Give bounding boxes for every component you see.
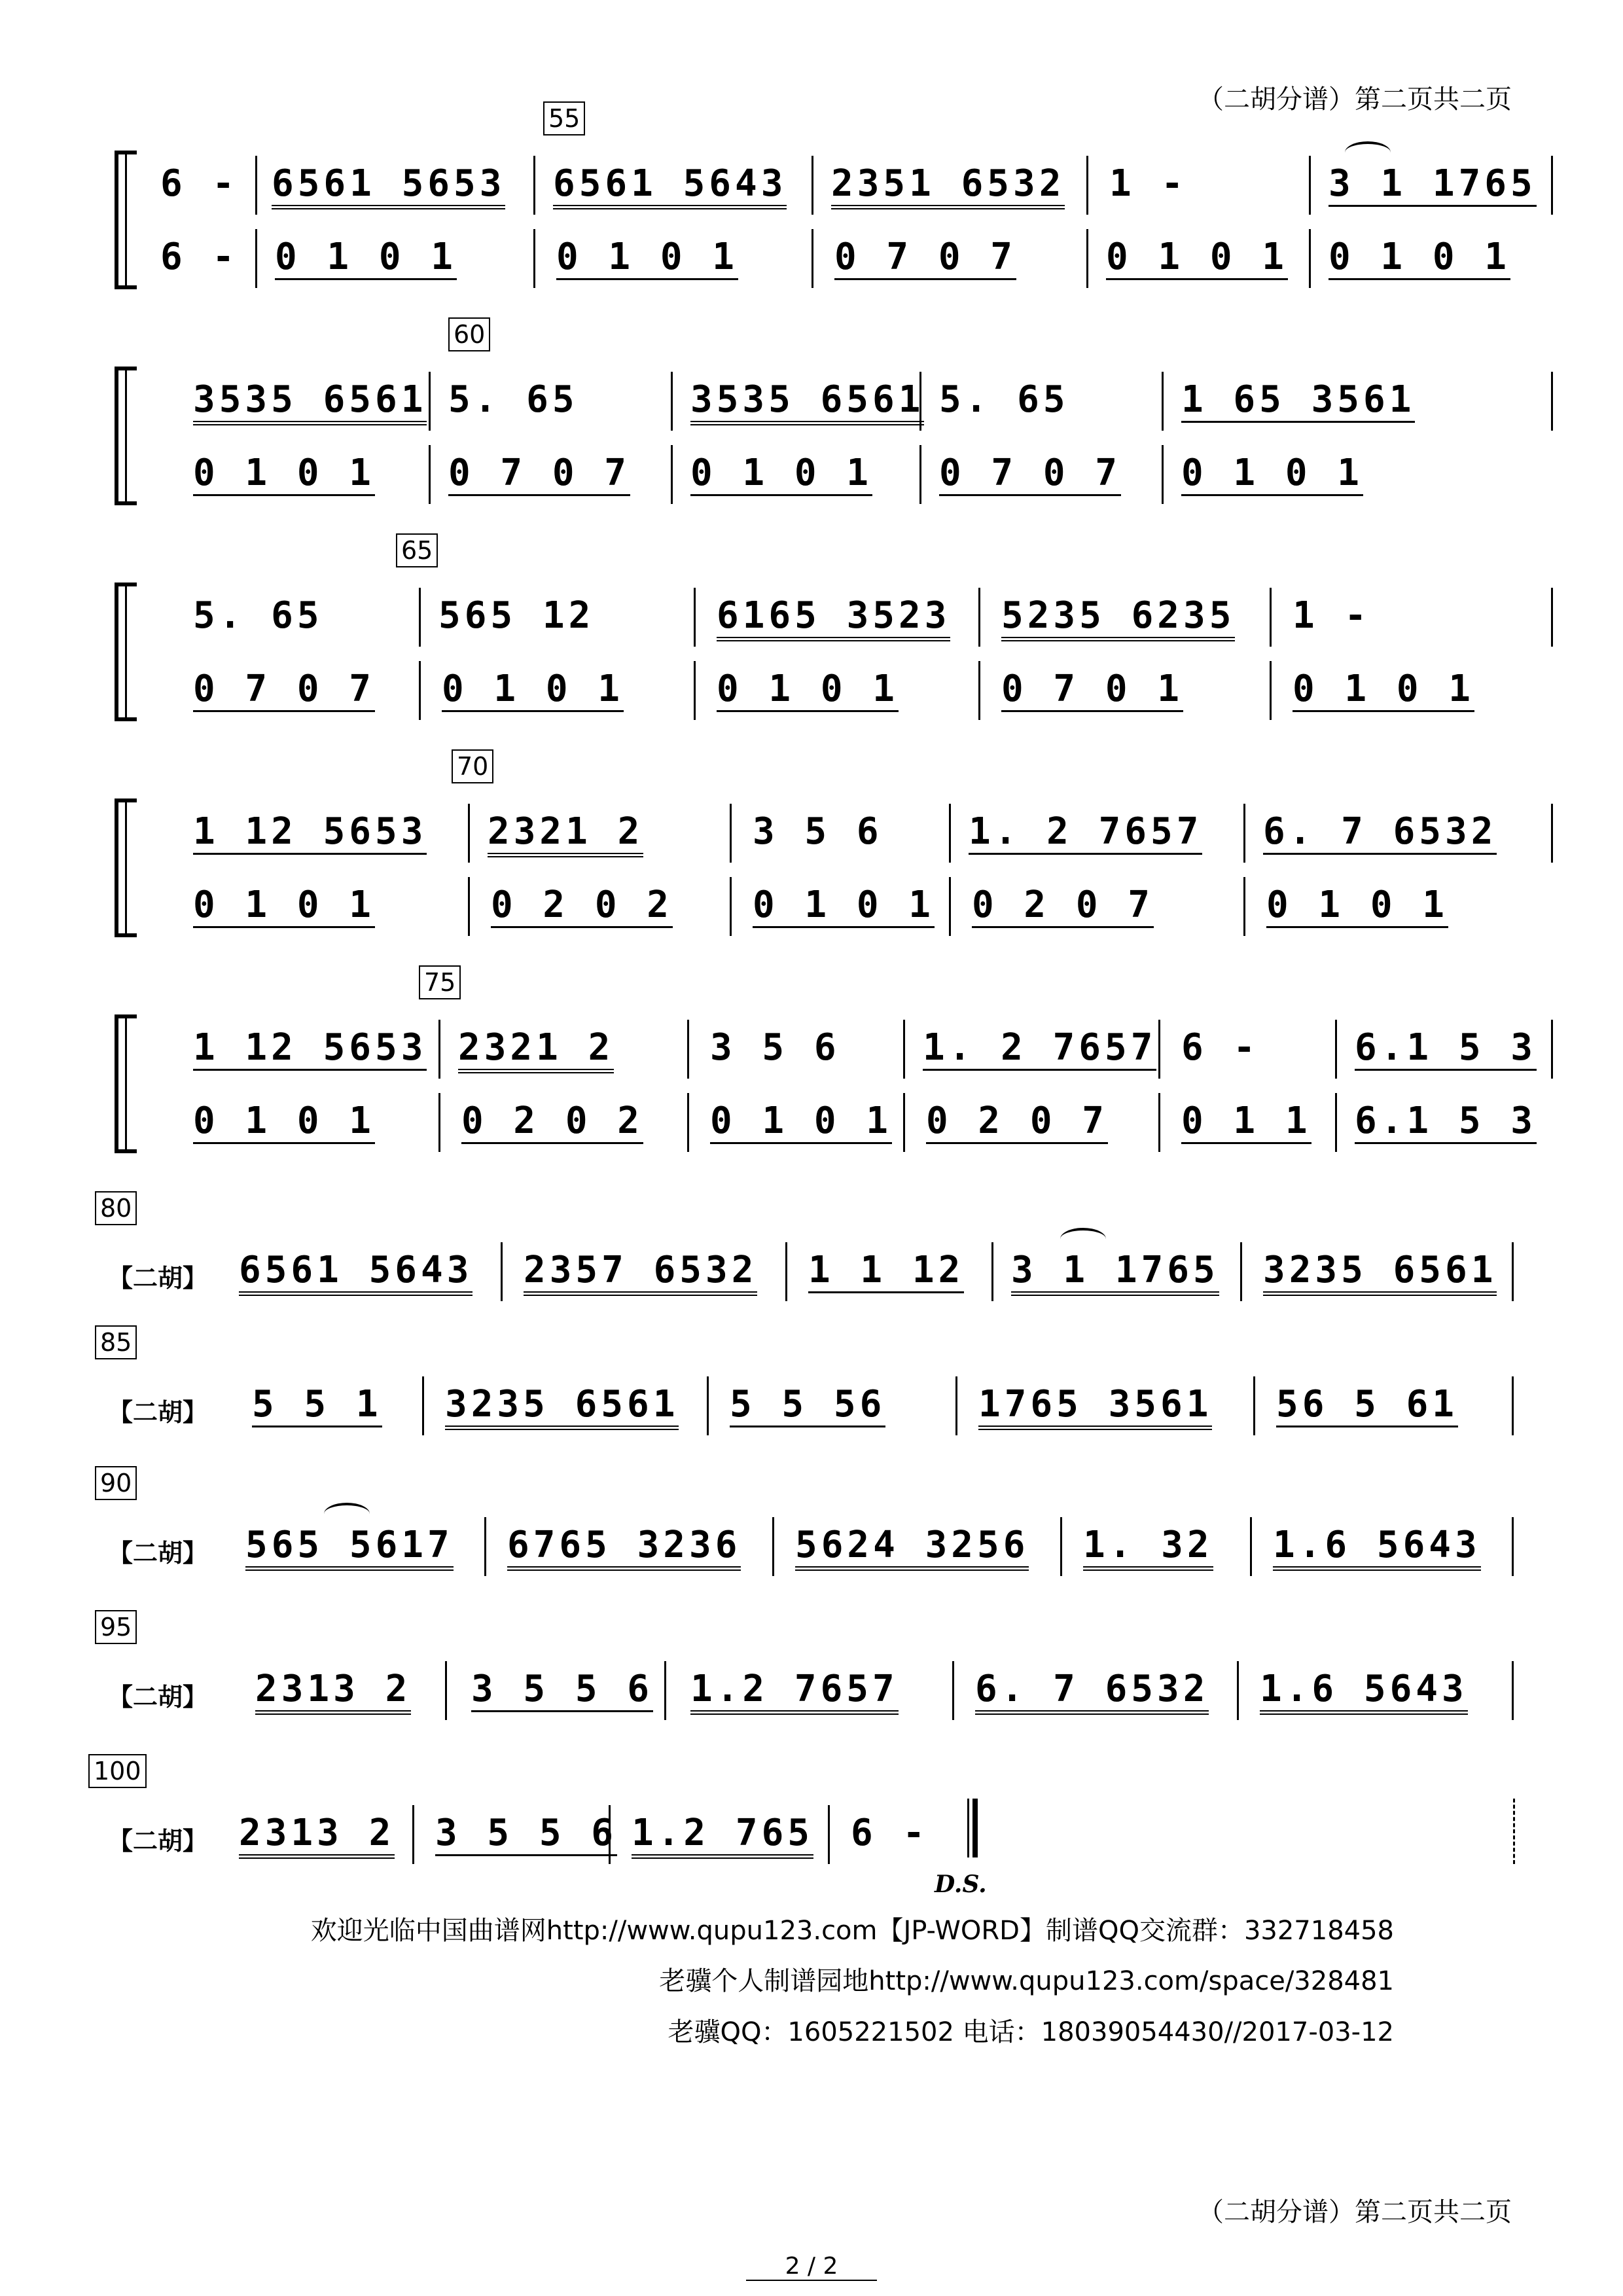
measure [239, 1812, 395, 1854]
measure [491, 884, 673, 926]
measure [795, 1524, 1029, 1566]
barline [730, 804, 732, 863]
measure [193, 810, 427, 853]
note-group: 1 1 12 [808, 1249, 964, 1293]
measure [1181, 1100, 1311, 1142]
barline [991, 1242, 993, 1301]
barline [1551, 588, 1553, 647]
measure: 3 5 6 [710, 1026, 840, 1069]
note-group: 0 7 0 7 [939, 452, 1121, 496]
credit-line-3: 老骥QQ：1605221502 电话：18039054430//2017-03-12 [668, 2017, 1394, 2047]
system-brace [115, 367, 137, 505]
staff-lower [154, 668, 1515, 733]
measure [252, 1383, 382, 1426]
final-barline-thin [967, 1799, 969, 1857]
measure-number: 60 [448, 317, 490, 351]
measure [448, 452, 630, 494]
measure [272, 162, 505, 205]
measure-number: 95 [95, 1610, 137, 1644]
note-group: 565 5617 [245, 1524, 454, 1571]
measure [690, 378, 924, 421]
page-footer: （二胡分谱）第二页共二页 [1198, 2197, 1512, 2227]
note-group: 1. 32 [1083, 1524, 1213, 1571]
instrument-label: 【二胡】 [108, 1827, 208, 1856]
measure: 6 - [1181, 1026, 1260, 1069]
note-group: 0 1 0 1 [1181, 452, 1363, 496]
measure [239, 1249, 473, 1291]
measure-number: 55 [543, 101, 585, 135]
measure [969, 810, 1202, 853]
measure-number: 70 [452, 749, 493, 783]
note-group: 0 1 0 1 [1106, 236, 1288, 280]
staff-upper [154, 594, 1515, 660]
barline [1270, 661, 1272, 720]
note-group: 6.1 5 3 [1355, 1100, 1537, 1144]
barline [429, 445, 431, 504]
system-4 [115, 752, 1515, 942]
note-group: 6. 7 6532 [975, 1668, 1209, 1715]
measure [245, 1524, 454, 1566]
barline [1512, 1376, 1514, 1435]
measure-number: 65 [396, 533, 438, 567]
note-group: 1 12 5653 [193, 1026, 427, 1071]
measure [632, 1812, 813, 1854]
measure: 6 - [160, 236, 239, 278]
barline [785, 1242, 787, 1301]
note-group: 3 5 5 6 [471, 1668, 653, 1712]
barline [978, 588, 980, 647]
note-group: 2313 2 [239, 1812, 395, 1859]
barline [903, 1093, 905, 1152]
note-group: 2321 2 [488, 810, 643, 857]
note-group: 0 1 0 1 [717, 668, 899, 712]
barline [664, 1661, 666, 1720]
measure [1276, 1383, 1458, 1426]
barline [687, 1093, 689, 1152]
measure [1106, 236, 1288, 278]
barline [438, 1020, 440, 1079]
barline [919, 372, 921, 431]
staff-upper [154, 1026, 1537, 1092]
barline [1335, 1020, 1337, 1079]
instrument-label: 【二胡】 [108, 1398, 208, 1427]
note-group: 1. 2 7657 [923, 1026, 1156, 1071]
measure-number: 85 [95, 1325, 137, 1359]
note-group: 6561 5643 [239, 1249, 473, 1296]
barline [438, 1093, 440, 1152]
barline [419, 588, 421, 647]
system-brace [115, 798, 137, 937]
barline [468, 877, 470, 936]
barline [412, 1805, 414, 1864]
note-group: 1 12 5653 [193, 810, 427, 855]
barline [1237, 1661, 1239, 1720]
staff-upper [154, 810, 1515, 876]
staff-lower [154, 236, 1515, 301]
note-group: 5 5 56 [730, 1383, 885, 1427]
barline [1512, 1242, 1514, 1301]
staff-lower [154, 1100, 1537, 1165]
measure [461, 1100, 643, 1142]
instrument-label: 【二胡】 [108, 1539, 208, 1568]
measure [435, 1812, 617, 1854]
note-group: 0 1 0 1 [1293, 668, 1474, 712]
measure [458, 1026, 614, 1069]
measure [717, 594, 950, 637]
barline [671, 372, 673, 431]
staff-upper [154, 162, 1537, 228]
note-group: 2321 2 [458, 1026, 614, 1073]
barline [1162, 372, 1164, 431]
measure: 565 12 [438, 594, 595, 637]
measure: 1 - [1109, 162, 1188, 205]
measure [1181, 378, 1415, 421]
note-group: 1765 3561 [978, 1383, 1212, 1430]
measure [445, 1383, 679, 1426]
note-group: 0 1 1 [1181, 1100, 1311, 1144]
measure [834, 236, 1016, 278]
measure [1355, 1100, 1537, 1142]
note-group: 0 1 0 1 [275, 236, 457, 280]
note-group: 3535 6561 [690, 378, 924, 425]
barline [422, 1376, 424, 1435]
measure [524, 1249, 757, 1291]
measure [255, 1668, 411, 1710]
measure [1329, 162, 1537, 205]
measure [939, 452, 1121, 494]
barline [1270, 588, 1272, 647]
measure: 6 - [160, 162, 239, 205]
measure [1263, 1249, 1497, 1291]
measure [1273, 1524, 1481, 1566]
measure [488, 810, 643, 853]
barline [812, 156, 813, 215]
measure [193, 1100, 375, 1142]
measure: 3 5 6 [753, 810, 883, 853]
note-group: 5624 3256 [795, 1524, 1029, 1571]
barline [1243, 877, 1245, 936]
instrument-label: 【二胡】 [108, 1683, 208, 1712]
note-group: 0 2 0 7 [972, 884, 1154, 928]
note-group: 3 5 5 6 [435, 1812, 617, 1856]
measure: 5. 65 [448, 378, 579, 421]
note-group: 6165 3523 [717, 594, 950, 641]
barline [1551, 804, 1553, 863]
barline [1162, 445, 1164, 504]
barline [468, 804, 470, 863]
measure [1266, 884, 1448, 926]
credit-line-2: 老骥个人制谱园地http://www.qupu123.com/space/328481 [659, 1966, 1394, 1996]
barline [1060, 1517, 1062, 1576]
note-group: 6561 5653 [272, 162, 505, 209]
note-group: 0 1 0 1 [710, 1100, 892, 1144]
barline [1158, 1020, 1160, 1079]
measure [1355, 1026, 1537, 1069]
measure [556, 236, 738, 278]
note-group: 6. 7 6532 [1263, 810, 1497, 855]
note-group: 5235 6235 [1001, 594, 1235, 641]
measure-number: 100 [88, 1754, 147, 1788]
barline [609, 1805, 611, 1864]
measure [442, 668, 624, 710]
barline [1512, 1661, 1514, 1720]
measure [831, 162, 1065, 205]
barline [730, 877, 732, 936]
barline [1335, 1093, 1337, 1152]
final-barline-thick [972, 1799, 978, 1857]
note-group: 3235 6561 [445, 1383, 679, 1430]
measure [1329, 236, 1510, 278]
system-3 [115, 536, 1515, 726]
barline [671, 445, 673, 504]
note-group: 3 1 1765 [1011, 1249, 1219, 1296]
staff-lower [154, 452, 1515, 517]
note-group: 6765 3236 [507, 1524, 741, 1571]
note-group: 0 1 0 1 [690, 452, 872, 496]
barline [533, 229, 535, 288]
measure [1263, 810, 1497, 853]
measure [1293, 668, 1474, 710]
erhu-line-4 [128, 1668, 1515, 1733]
measure-number: 80 [95, 1191, 137, 1225]
measure [808, 1249, 964, 1291]
note-group: 3535 6561 [193, 378, 427, 425]
note-group: 1.2 765 [632, 1812, 813, 1859]
barline [949, 804, 951, 863]
barline [1158, 1093, 1160, 1152]
measure [972, 884, 1154, 926]
measure: 5. 65 [939, 378, 1069, 421]
measure [753, 884, 935, 926]
barline [687, 1020, 689, 1079]
barline [978, 661, 980, 720]
note-group: 0 7 0 1 [1001, 668, 1183, 712]
barline [1551, 372, 1553, 431]
tie-mark [1345, 141, 1391, 164]
staff-lower [154, 884, 1515, 949]
note-group: 0 1 0 1 [193, 452, 375, 496]
measure [717, 668, 899, 710]
barline [1253, 1376, 1255, 1435]
measure [1001, 668, 1183, 710]
barline [255, 229, 257, 288]
measure-number: 90 [95, 1466, 137, 1500]
measure [507, 1524, 741, 1566]
dashed-barline [1513, 1799, 1515, 1864]
barline [501, 1242, 503, 1301]
system-5 [115, 968, 1537, 1158]
note-group: 0 1 0 1 [193, 1100, 375, 1144]
measure [975, 1668, 1209, 1710]
measure [193, 1026, 427, 1069]
barline [694, 661, 696, 720]
barline [1512, 1517, 1514, 1576]
barline [484, 1517, 486, 1576]
note-group: 0 1 0 1 [1329, 236, 1510, 280]
barline [949, 877, 951, 936]
note-group: 0 2 0 7 [926, 1100, 1108, 1144]
barline [419, 661, 421, 720]
measure [193, 378, 427, 421]
note-group: 1. 2 7657 [969, 810, 1202, 855]
barline [533, 156, 535, 215]
measure [730, 1383, 885, 1426]
page-number [0, 2253, 1623, 2281]
barline [772, 1517, 774, 1576]
barline [828, 1805, 830, 1864]
barline [955, 1376, 957, 1435]
system-brace [115, 1014, 137, 1153]
system-1 [115, 104, 1537, 295]
note-group: 3235 6561 [1263, 1249, 1497, 1296]
note-group: 2313 2 [255, 1668, 411, 1715]
page-number-text: 2 / 2 [746, 2253, 878, 2281]
credit-line-1: 欢迎光临中国曲谱网http://www.qupu123.com【JP-WORD】制谱QQ交流群：332718458 [310, 1916, 1394, 1946]
staff-upper [154, 378, 1515, 444]
barline [812, 229, 813, 288]
note-group: 0 1 0 1 [556, 236, 738, 280]
note-group: 0 7 0 7 [448, 452, 630, 496]
measure-number: 75 [419, 965, 461, 999]
measure [193, 668, 375, 710]
note-group: 0 1 0 1 [442, 668, 624, 712]
note-group: 1 65 3561 [1181, 378, 1415, 423]
erhu-line-2 [128, 1383, 1515, 1448]
measure [690, 1668, 899, 1710]
note-group: 6561 5643 [553, 162, 787, 209]
measure [553, 162, 787, 205]
measure [926, 1100, 1108, 1142]
tie-mark [324, 1503, 370, 1525]
note-group: 56 5 61 [1276, 1383, 1458, 1427]
note-group: 1.6 5643 [1260, 1668, 1468, 1715]
note-group: 0 7 0 7 [193, 668, 375, 712]
barline [255, 156, 257, 215]
note-group: 2351 6532 [831, 162, 1065, 209]
barline [445, 1661, 447, 1720]
system-brace [115, 583, 137, 721]
note-group: 1.6 5643 [1273, 1524, 1481, 1571]
page-header: （二胡分谱）第二页共二页 [1198, 84, 1512, 115]
barline [952, 1661, 954, 1720]
note-group: 0 1 0 1 [1266, 884, 1448, 928]
barline [919, 445, 921, 504]
barline [1086, 156, 1088, 215]
measure [275, 236, 457, 278]
measure [710, 1100, 892, 1142]
measure [1001, 594, 1235, 637]
note-group: 0 7 0 7 [834, 236, 1016, 280]
note-group: 0 1 0 1 [753, 884, 935, 928]
note-group: 2357 6532 [524, 1249, 757, 1296]
measure [690, 452, 872, 494]
barline [1086, 229, 1088, 288]
barline [694, 588, 696, 647]
barline [1243, 804, 1245, 863]
note-group: 0 1 0 1 [193, 884, 375, 928]
erhu-line-1 [128, 1249, 1515, 1314]
measure: 6 - [851, 1812, 929, 1854]
measure [471, 1668, 653, 1710]
measure [1083, 1524, 1213, 1566]
instrument-label: 【二胡】 [108, 1264, 208, 1293]
measure [1260, 1668, 1468, 1710]
erhu-line-3 [128, 1524, 1515, 1589]
measure: 5. 65 [193, 594, 323, 637]
measure [193, 452, 375, 494]
system-2 [115, 320, 1515, 511]
note-group: 5 5 1 [252, 1383, 382, 1427]
note-group: 1.2 7657 [690, 1668, 899, 1715]
barline [1551, 1020, 1553, 1079]
note-group: 0 2 0 2 [461, 1100, 643, 1144]
system-brace [115, 151, 137, 289]
measure [193, 884, 375, 926]
ds-mark: D.S. [935, 1871, 987, 1898]
measure [1011, 1249, 1219, 1291]
tie-mark [1060, 1228, 1106, 1250]
note-group: 3 1 1765 [1329, 162, 1537, 207]
barline [903, 1020, 905, 1079]
barline [1551, 156, 1553, 215]
measure [1181, 452, 1363, 494]
measure [923, 1026, 1156, 1069]
barline [1309, 229, 1311, 288]
note-group: 6.1 5 3 [1355, 1026, 1537, 1071]
barline [429, 372, 431, 431]
measure [978, 1383, 1212, 1426]
barline [1250, 1517, 1252, 1576]
barline [1309, 156, 1311, 215]
erhu-line-5 [128, 1812, 1515, 1877]
measure: 1 - [1293, 594, 1371, 637]
barline [707, 1376, 709, 1435]
barline [1240, 1242, 1242, 1301]
note-group: 0 2 0 2 [491, 884, 673, 928]
